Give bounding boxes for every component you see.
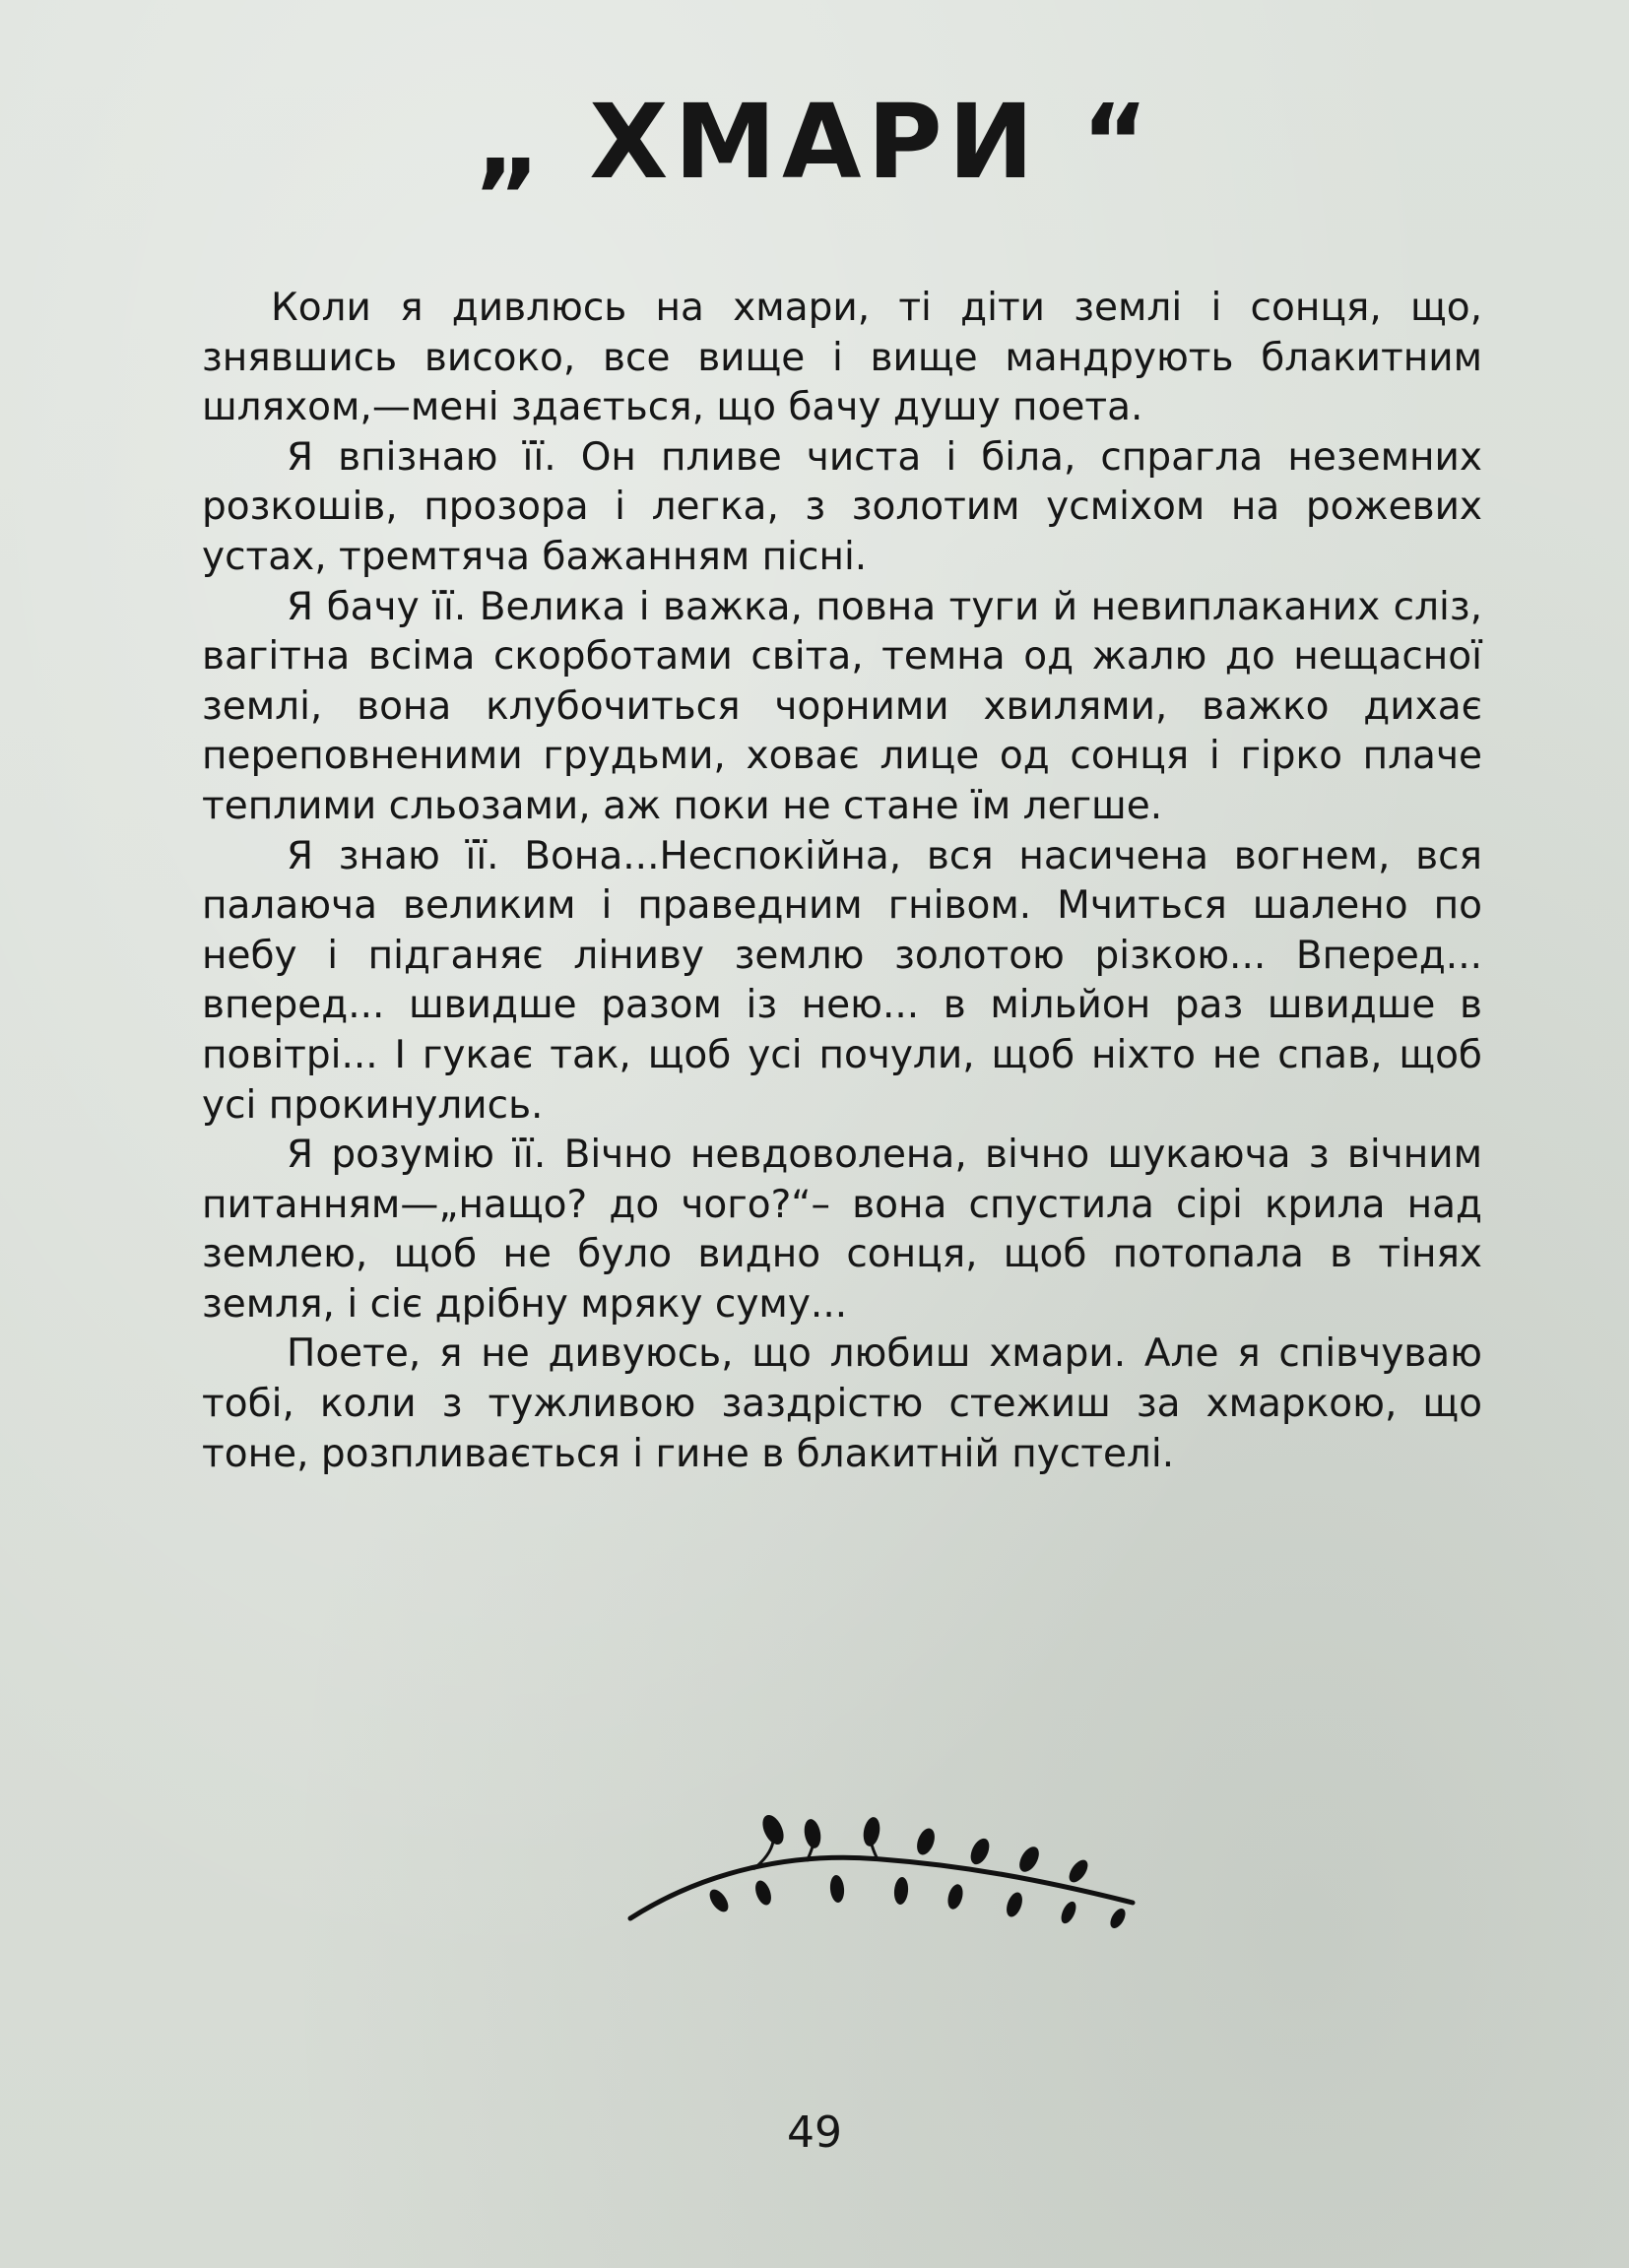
essay-text xyxy=(202,284,1482,1479)
paragraph-1: Коли я дивлюсь на хмари, ті діти землі і сонця, що, знявшись високо, все вище і вище мандрують блакитним шляхом,—мені здається, що бачу душу поета. xyxy=(202,286,1482,430)
paragraph-6: Поете, я не дивуюсь, що любиш хмари. Але я співчуваю тобі, коли з тужливою заздрістю стежиш за хмаркою, що тоне, розпливається і гине в блакитній пустелі. xyxy=(202,1331,1482,1476)
paragraph-5: Я розумію її. Вічно невдоволена, вічно шукаюча з вічним питанням—„нащо? до чого?“– вона спустила сірі крила над землею, щоб не було видно сонця, щоб потопала в тінях земля, і сіє дрібну мряку суму... xyxy=(202,1133,1482,1327)
leaf-branch-icon xyxy=(625,1802,1138,1930)
page-title: „ ХМАРИ “ xyxy=(474,82,1155,202)
paragraph-3: Я бачу її. Велика і важка, повна туги й невиплаканих сліз, вагітна всіма скорботами світа, темна од жалю до нещасної землі, вона клубочиться чорними хвилями, важко дихає переповненими грудьми, ховає лице од сонця і гірко плаче теплими сльозами, аж поки не стане їм легше. xyxy=(202,584,1482,828)
paragraph-2: Я впізнаю її. Он пливе чиста і біла, спрагла неземних розкошів, прозора і легка, з золотим усміхом на рожевих устах, тремтяча бажанням пісні. xyxy=(202,434,1482,579)
page-number: 49 xyxy=(787,2107,842,2158)
paragraph-4: Я знаю її. Вона...Неспокійна, вся насичена вогнем, вся палаюча великим і праведним гнівом. Мчиться шалено по небу і підганяє ліниву землю золотою різкою... Вперед... вперед... швидше разом із нею... в мільйон раз швидше в повітрі... І гукає так, щоб усі почули, щоб ніхто не спав, щоб усі прокинулись. xyxy=(202,833,1482,1128)
